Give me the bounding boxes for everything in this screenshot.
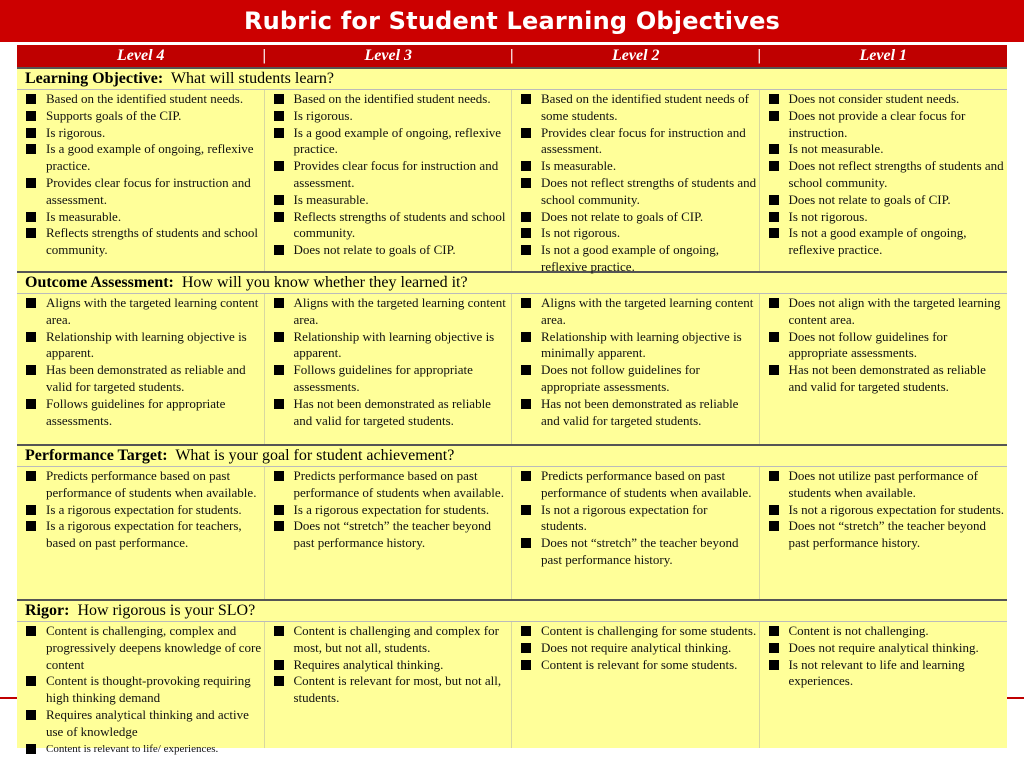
criterion-item: Based on the identified student needs. bbox=[273, 91, 510, 108]
criterion-item: Reflects strengths of students and school community. bbox=[273, 209, 510, 243]
criterion-item: Reflects strengths of students and school community. bbox=[25, 225, 262, 259]
criterion-item: Is measurable. bbox=[520, 158, 757, 175]
square-bullet-icon bbox=[769, 365, 779, 375]
level-2-cell bbox=[512, 90, 760, 274]
criterion-item: Is measurable. bbox=[273, 192, 510, 209]
square-bullet-icon bbox=[769, 111, 779, 121]
level-2-cell bbox=[512, 294, 760, 444]
square-bullet-icon bbox=[769, 660, 779, 670]
square-bullet-icon bbox=[521, 245, 531, 255]
square-bullet-icon bbox=[26, 471, 36, 481]
square-bullet-icon bbox=[521, 178, 531, 188]
square-bullet-icon bbox=[769, 298, 779, 308]
criterion-item: Is a rigorous expectation for students. bbox=[273, 502, 510, 519]
criterion-item: Requires analytical thinking. bbox=[273, 657, 510, 674]
square-bullet-icon bbox=[769, 505, 779, 515]
level-1-header bbox=[757, 47, 1008, 65]
decorative-line-right bbox=[1006, 697, 1024, 699]
criterion-item: Does not reflect strengths of students and school community. bbox=[520, 175, 757, 209]
criterion-item: Has not been demonstrated as reliable and valid for targeted students. bbox=[768, 362, 1006, 396]
square-bullet-icon bbox=[26, 521, 36, 531]
square-bullet-icon bbox=[26, 212, 36, 222]
level-2-header bbox=[512, 47, 760, 65]
criterion-item: Is not a rigorous expectation for students. bbox=[520, 502, 757, 536]
section-heading-performance-target bbox=[17, 444, 1007, 467]
criterion-item: Does not relate to goals of CIP. bbox=[520, 209, 757, 226]
square-bullet-icon bbox=[769, 94, 779, 104]
square-bullet-icon bbox=[521, 660, 531, 670]
square-bullet-icon bbox=[26, 332, 36, 342]
level-3-label: Level 3 bbox=[364, 47, 413, 64]
criterion-item: Does not require analytical thinking. bbox=[520, 640, 757, 657]
square-bullet-icon bbox=[26, 298, 36, 308]
section-heading-outcome-assessment bbox=[17, 271, 1007, 294]
section-heading-learning-objective bbox=[17, 67, 1007, 90]
level-3-header bbox=[262, 47, 513, 65]
square-bullet-icon bbox=[26, 505, 36, 515]
level-4-cell bbox=[17, 90, 265, 271]
criterion-item: Is not a good example of ongoing, reflexive practice. bbox=[768, 225, 1006, 259]
criterion-item: Based on the identified student needs. bbox=[25, 91, 262, 108]
section-question: How rigorous is your SLO? bbox=[77, 602, 256, 619]
square-bullet-icon bbox=[274, 212, 284, 222]
criterion-item: Does not follow guidelines for appropriate assessments. bbox=[768, 329, 1006, 363]
square-bullet-icon bbox=[769, 144, 779, 154]
square-bullet-icon bbox=[274, 111, 284, 121]
square-bullet-icon bbox=[274, 245, 284, 255]
criterion-item: Has been demonstrated as reliable and valid for targeted students. bbox=[25, 362, 262, 396]
square-bullet-icon bbox=[521, 538, 531, 548]
criterion-item: Does not reflect strengths of students and school community. bbox=[768, 158, 1006, 192]
criterion-item: Does not consider student needs. bbox=[768, 91, 1006, 108]
criterion-item: Is a good example of ongoing, reflexive practice. bbox=[25, 141, 262, 175]
criterion-item: Content is relevant to life/ experiences. bbox=[25, 741, 262, 758]
square-bullet-icon bbox=[26, 676, 36, 686]
criterion-item: Supports goals of the CIP. bbox=[25, 108, 262, 125]
square-bullet-icon bbox=[274, 128, 284, 138]
criterion-item: Has not been demonstrated as reliable and valid for targeted students. bbox=[273, 396, 510, 430]
criterion-item: Content is not challenging. bbox=[768, 623, 1006, 640]
rubric-row-learning-objective bbox=[17, 90, 1007, 274]
criterion-item: Content is challenging, complex and progressively deepens knowledge of core content bbox=[25, 623, 262, 673]
criterion-item: Relationship with learning objective is minimally apparent. bbox=[520, 329, 757, 363]
page-title: Rubric for Student Learning Objectives bbox=[0, 0, 1024, 42]
level-header-row bbox=[17, 45, 1007, 67]
section-question: What is your goal for student achievement? bbox=[175, 447, 455, 464]
square-bullet-icon bbox=[26, 94, 36, 104]
criterion-item: Does not require analytical thinking. bbox=[768, 640, 1006, 657]
criterion-item: Does not relate to goals of CIP. bbox=[768, 192, 1006, 209]
square-bullet-icon bbox=[274, 521, 284, 531]
square-bullet-icon bbox=[521, 505, 531, 515]
square-bullet-icon bbox=[274, 676, 284, 686]
criterion-item: Does not follow guidelines for appropriate assessments. bbox=[520, 362, 757, 396]
criterion-item: Does not provide a clear focus for instruction. bbox=[768, 108, 1006, 142]
criterion-item: Content is challenging for some students. bbox=[520, 623, 757, 640]
section-question: What will students learn? bbox=[170, 70, 334, 87]
criterion-item: Does not “stretch” the teacher beyond past performance history. bbox=[520, 535, 757, 569]
level-3-cell bbox=[265, 467, 513, 599]
square-bullet-icon bbox=[26, 228, 36, 238]
level-4-label: Level 4 bbox=[116, 47, 165, 64]
square-bullet-icon bbox=[521, 643, 531, 653]
criterion-item: Is a rigorous expectation for teachers, based on past performance. bbox=[25, 518, 262, 552]
criterion-item: Is a good example of ongoing, reflexive practice. bbox=[273, 125, 510, 159]
criterion-item: Does not “stretch” the teacher beyond past performance history. bbox=[768, 518, 1006, 552]
criterion-item: Requires analytical thinking and active use of knowledge bbox=[25, 707, 262, 741]
square-bullet-icon bbox=[26, 626, 36, 636]
square-bullet-icon bbox=[521, 626, 531, 636]
square-bullet-icon bbox=[769, 643, 779, 653]
square-bullet-icon bbox=[769, 471, 779, 481]
criterion-item: Has not been demonstrated as reliable and valid for targeted students. bbox=[520, 396, 757, 430]
rubric-row-outcome-assessment bbox=[17, 294, 1007, 444]
criterion-item: Is not a rigorous expectation for students. bbox=[768, 502, 1006, 519]
square-bullet-icon bbox=[26, 144, 36, 154]
level-3-cell bbox=[265, 622, 513, 748]
square-bullet-icon bbox=[274, 626, 284, 636]
criterion-item: Content is thought-provoking requiring high thinking demand bbox=[25, 673, 262, 707]
criterion-item: Content is relevant for most, but not all, students. bbox=[273, 673, 510, 707]
level-1-cell bbox=[760, 467, 1008, 599]
section-label: Performance Target: bbox=[25, 447, 168, 464]
square-bullet-icon bbox=[274, 365, 284, 375]
level-2-cell bbox=[512, 622, 760, 748]
criterion-item: Aligns with the targeted learning content area. bbox=[273, 295, 510, 329]
criterion-item: Aligns with the targeted learning content area. bbox=[25, 295, 262, 329]
criterion-item: Relationship with learning objective is apparent. bbox=[25, 329, 262, 363]
square-bullet-icon bbox=[521, 471, 531, 481]
square-bullet-icon bbox=[274, 660, 284, 670]
square-bullet-icon bbox=[274, 332, 284, 342]
square-bullet-icon bbox=[521, 228, 531, 238]
criterion-item: Is not a good example of ongoing, reflexive practice. bbox=[520, 242, 757, 276]
square-bullet-icon bbox=[26, 365, 36, 375]
level-4-cell bbox=[17, 622, 265, 755]
square-bullet-icon bbox=[26, 111, 36, 121]
square-bullet-icon bbox=[26, 128, 36, 138]
square-bullet-icon bbox=[521, 365, 531, 375]
square-bullet-icon bbox=[274, 471, 284, 481]
square-bullet-icon bbox=[274, 298, 284, 308]
square-bullet-icon bbox=[769, 195, 779, 205]
rubric-row-rigor bbox=[17, 622, 1007, 755]
square-bullet-icon bbox=[769, 521, 779, 531]
square-bullet-icon bbox=[274, 505, 284, 515]
square-bullet-icon bbox=[769, 332, 779, 342]
criterion-item: Provides clear focus for instruction and assessment. bbox=[520, 125, 757, 159]
section-label: Rigor: bbox=[25, 602, 70, 619]
square-bullet-icon bbox=[274, 399, 284, 409]
criterion-item: Is rigorous. bbox=[25, 125, 262, 142]
square-bullet-icon bbox=[769, 626, 779, 636]
level-4-header bbox=[17, 47, 265, 65]
criterion-item: Predicts performance based on past performance of students when available. bbox=[273, 468, 510, 502]
rubric-row-performance-target bbox=[17, 467, 1007, 599]
criterion-item: Does not “stretch” the teacher beyond past performance history. bbox=[273, 518, 510, 552]
criterion-item: Is not relevant to life and learning experiences. bbox=[768, 657, 1006, 691]
criterion-item: Is not rigorous. bbox=[768, 209, 1006, 226]
square-bullet-icon bbox=[274, 161, 284, 171]
criterion-item: Relationship with learning objective is apparent. bbox=[273, 329, 510, 363]
section-label: Learning Objective: bbox=[25, 70, 164, 87]
level-3-cell bbox=[265, 294, 513, 444]
criterion-item: Predicts performance based on past performance of students when available. bbox=[25, 468, 262, 502]
criterion-item: Aligns with the targeted learning content area. bbox=[520, 295, 757, 329]
square-bullet-icon bbox=[769, 228, 779, 238]
square-bullet-icon bbox=[769, 161, 779, 171]
criterion-item: Follows guidelines for appropriate assessments. bbox=[25, 396, 262, 430]
square-bullet-icon bbox=[274, 195, 284, 205]
criterion-item: Is a rigorous expectation for students. bbox=[25, 502, 262, 519]
square-bullet-icon bbox=[521, 298, 531, 308]
square-bullet-icon bbox=[769, 212, 779, 222]
criterion-item: Follows guidelines for appropriate assessments. bbox=[273, 362, 510, 396]
square-bullet-icon bbox=[26, 399, 36, 409]
square-bullet-icon bbox=[521, 161, 531, 171]
column-divider: | bbox=[510, 47, 514, 64]
criterion-item: Is rigorous. bbox=[273, 108, 510, 125]
criterion-item: Is not rigorous. bbox=[520, 225, 757, 242]
criterion-item: Does not align with the targeted learning content area. bbox=[768, 295, 1006, 329]
level-3-cell bbox=[265, 90, 513, 271]
level-4-cell bbox=[17, 467, 265, 599]
criterion-item: Content is relevant for some students. bbox=[520, 657, 757, 674]
criterion-item: Content is challenging and complex for most, but not all, students. bbox=[273, 623, 510, 657]
level-2-label: Level 2 bbox=[611, 47, 660, 64]
level-2-cell bbox=[512, 467, 760, 599]
column-divider: | bbox=[757, 47, 762, 64]
criterion-item: Predicts performance based on past performance of students when available. bbox=[520, 468, 757, 502]
level-4-cell bbox=[17, 294, 265, 444]
square-bullet-icon bbox=[26, 744, 36, 754]
square-bullet-icon bbox=[274, 94, 284, 104]
level-1-label: Level 1 bbox=[859, 47, 908, 64]
column-divider: | bbox=[262, 47, 267, 64]
square-bullet-icon bbox=[521, 212, 531, 222]
section-heading-rigor bbox=[17, 599, 1007, 622]
section-label: Outcome Assessment: bbox=[25, 274, 174, 291]
level-1-cell bbox=[760, 622, 1008, 748]
square-bullet-icon bbox=[521, 332, 531, 342]
square-bullet-icon bbox=[26, 710, 36, 720]
rubric-table bbox=[17, 45, 1007, 755]
square-bullet-icon bbox=[521, 128, 531, 138]
criterion-item: Based on the identified student needs of some students. bbox=[520, 91, 757, 125]
decorative-line-left bbox=[0, 697, 18, 699]
criterion-item: Provides clear focus for instruction and assessment. bbox=[25, 175, 262, 209]
level-1-cell bbox=[760, 90, 1008, 271]
criterion-item: Does not utilize past performance of students when available. bbox=[768, 468, 1006, 502]
criterion-item: Is measurable. bbox=[25, 209, 262, 226]
square-bullet-icon bbox=[26, 178, 36, 188]
criterion-item: Does not relate to goals of CIP. bbox=[273, 242, 510, 259]
square-bullet-icon bbox=[521, 399, 531, 409]
level-1-cell bbox=[760, 294, 1008, 444]
square-bullet-icon bbox=[521, 94, 531, 104]
criterion-item: Is not measurable. bbox=[768, 141, 1006, 158]
criterion-item: Provides clear focus for instruction and assessment. bbox=[273, 158, 510, 192]
section-question: How will you know whether they learned it? bbox=[181, 274, 468, 291]
